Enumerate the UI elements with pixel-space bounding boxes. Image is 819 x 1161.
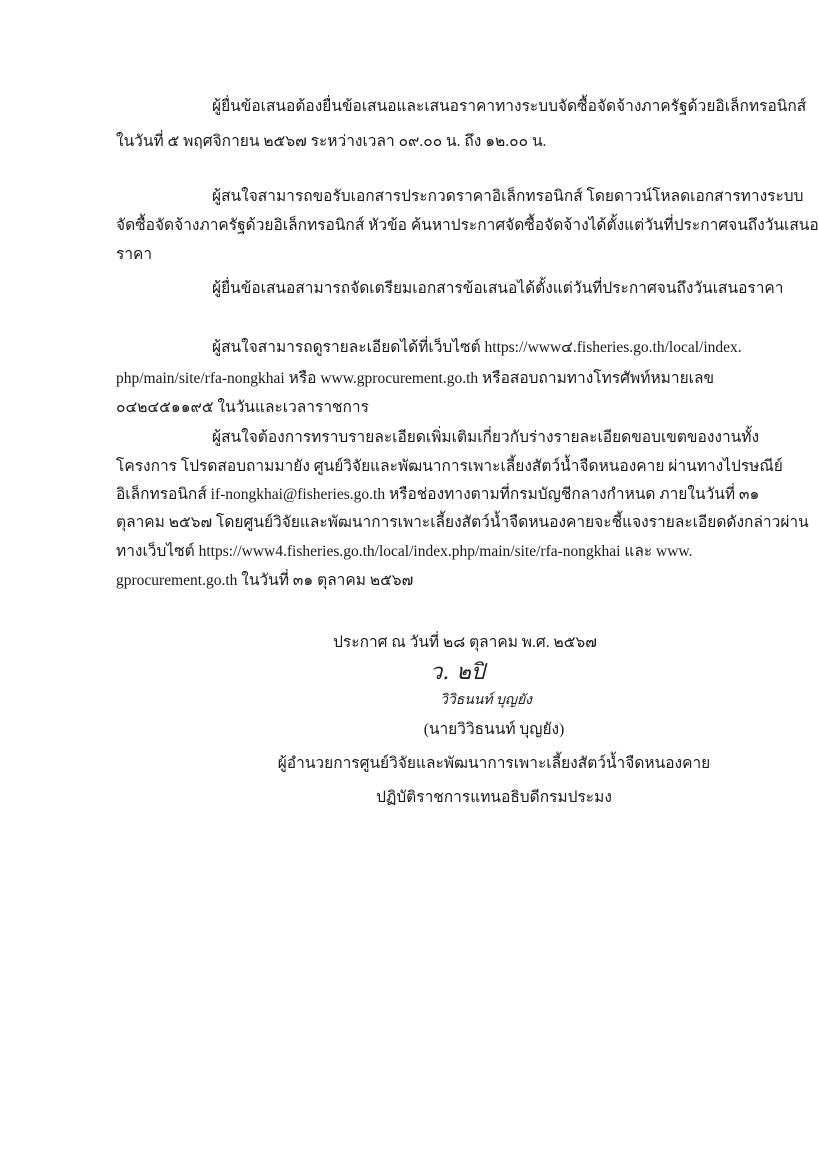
p1-line-1: ผู้ยื่นข้อเสนอต้องยื่นข้อเสนอและเสนอราคาทางระบบจัดซื้อจัดจ้างภาครัฐด้วยอิเล็กทรอนิกส์ — [212, 98, 807, 115]
p5-line-4: ตุลาคม ๒๕๖๗ โดยศูนย์วิจัยและพัฒนาการเพาะเลี้ยงสัตว์น้ำจืดหนองคายจะชี้แจงรายละเอียดดังกล่าวผ่าน — [116, 514, 809, 531]
signer-position: ผู้อำนวยการศูนย์วิจัยและพัฒนาการเพาะเลี้ยงสัตว์น้ำจืดหนองคาย — [277, 755, 711, 772]
p2-line-1: ผู้สนใจสามารถขอรับเอกสารประกวดราคาอิเล็กทรอนิกส์ โดยดาวน์โหลดเอกสารทางระบบ — [212, 188, 804, 205]
p4-line-3: ๐๔๒๔๕๑๑๙๕ ในวันและเวลาราชการ — [116, 399, 369, 416]
p2-line-2: จัดซื้อจัดจ้างภาครัฐด้วยอิเล็กทรอนิกส์ หัวข้อ ค้นหาประกาศจัดซื้อจัดจ้างได้ตั้งแต่วันที่ประกาศจนถึงวันเสนอ — [116, 217, 819, 234]
announcement-date: ประกาศ ณ วันที่ ๒๘ ตุลาคม พ.ศ. ๒๕๖๗ — [333, 634, 597, 651]
p5-line-3: อิเล็กทรอนิกส์ if-nongkhai@fisheries.go.th หรือช่องทางตามที่กรมบัญชีกลางกำหนด ภายในวันที่ ๓๑ — [116, 486, 760, 503]
p1-line-2: ในวันที่ ๕ พฤศจิกายน ๒๕๖๗ ระหว่างเวลา ๐๙.๐๐ น. ถึง ๑๒.๐๐ น. — [116, 133, 547, 150]
p5-line-1: ผู้สนใจต้องการทราบรายละเอียดเพิ่มเติมเกี่ยวกับร่างรายละเอียดขอบเขตของงานทั้ง — [212, 429, 760, 446]
p2-line-3: ราคา — [116, 246, 153, 263]
handwritten-signer-name: วิวิธนนท์ บุญยัง — [440, 693, 532, 708]
p3-line-1: ผู้ยื่นข้อเสนอสามารถจัดเตรียมเอกสารข้อเสนอได้ตั้งแต่วันที่ประกาศจนถึงวันเสนอราคา — [212, 280, 784, 297]
p4-line-2: php/main/site/rfa-nongkhai หรือ www.gprocurement.go.th หรือสอบถามทางโทรศัพท์หมายเลข — [116, 370, 715, 387]
p5-line-2: โครงการ โปรดสอบถามมายัง ศูนย์วิจัยและพัฒนาการเพาะเลี้ยงสัตว์น้ำจืดหนองคาย ผ่านทางไปรษณีย์ — [116, 458, 783, 475]
signer-acting: ปฏิบัติราชการแทนอธิบดีกรมประมง — [376, 789, 612, 806]
p4-line-1: ผู้สนใจสามารถดูรายละเอียดได้ที่เว็บไซต์ https://www๔.fisheries.go.th/local/index. — [212, 339, 742, 356]
p5-line-5: ทางเว็บไซต์ https://www4.fisheries.go.th/local/index.php/main/site/rfa-nongkhai และ www. — [116, 543, 693, 560]
p5-line-6: gprocurement.go.th ในวันที่ ๓๑ ตุลาคม ๒๕๖๗ — [116, 572, 414, 589]
handwritten-signature: ว. ๒ปิ — [430, 660, 485, 685]
signer-name: (นายวิวิธนนท์ บุญยัง) — [423, 721, 565, 738]
